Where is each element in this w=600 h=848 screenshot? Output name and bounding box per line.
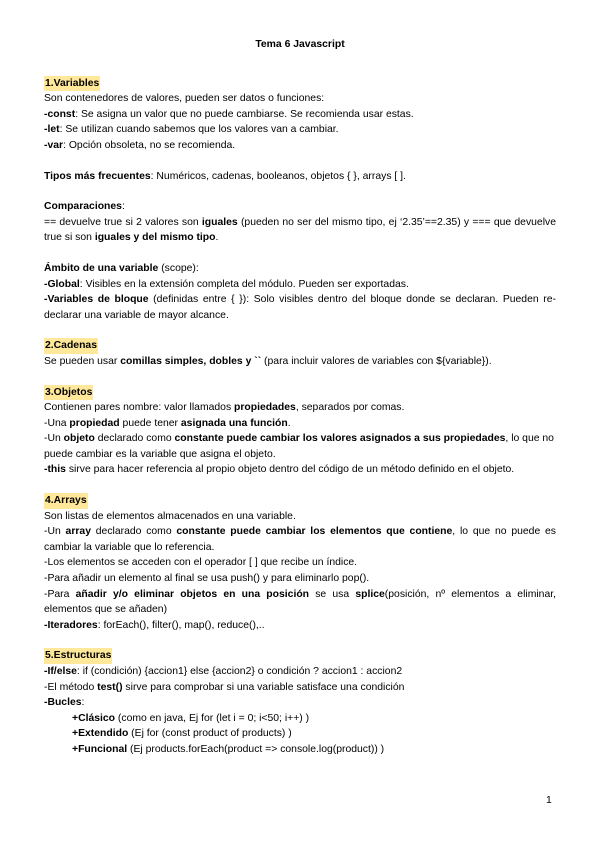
- bucle-clasico: +Clásico (como en java, Ej for (let i = 0; i<50; i++) ): [72, 712, 310, 724]
- arrays-line-6: -Iteradores: forEach(), filter(), map(), reduce(),..: [44, 619, 265, 631]
- keyword-const: -const: [44, 108, 76, 120]
- section-ambito: [44, 261, 556, 323]
- section-comparaciones: [44, 199, 556, 246]
- section-heading-arrays: 4.Arrays: [44, 493, 88, 509]
- objetos-line-1: Contienen pares nombre: valor llamados propiedades, separados por comas.: [44, 402, 405, 414]
- estructuras-line-2: -El método test() sirve para comprobar si una variable satisface una condición: [44, 681, 405, 693]
- section-heading-estructuras: 5.Estructuras: [44, 648, 112, 664]
- estructuras-line-3: -Bucles:: [44, 697, 85, 709]
- arrays-line-2: -Un array declarado como constante puede cambiar los elementos que contiene, lo que no puede es cambiar la variable que lo referencia.: [44, 526, 556, 553]
- variables-intro: Son contenedores de valores, pueden ser datos o funciones:: [44, 93, 325, 105]
- document-body: [44, 37, 556, 773]
- ambito-label: Ámbito de una variable (scope):: [44, 262, 199, 274]
- arrays-line-1: Son listas de elementos almacenados en una variable.: [44, 510, 296, 522]
- section-heading-cadenas: 2.Cadenas: [44, 338, 98, 354]
- cadenas-text: Se pueden usar comillas simples, dobles y `` (para incluir valores de variables con ${variable}).: [44, 355, 492, 367]
- section-arrays: [44, 493, 556, 633]
- objetos-line-2: -Una propiedad puede tener asignada una función.: [44, 417, 291, 429]
- section-tipos: [44, 169, 556, 185]
- page-number: 1: [546, 795, 552, 806]
- variables-let: -let: Se utilizan cuando sabemos que los valores van a cambiar.: [44, 124, 339, 136]
- variables-const: -const: Se asigna un valor que no puede cambiarse. Se recomienda usar estas.: [44, 108, 414, 120]
- bucle-extendido: +Extendido (Ej for (const product of products) ): [72, 728, 292, 740]
- keyword-var: -var: [44, 139, 64, 151]
- comparaciones-label: Comparaciones:: [44, 201, 125, 213]
- section-estructuras: [44, 648, 556, 757]
- objetos-line-3: -Un objeto declarado como constante puede cambiar los valores asignados a sus propiedades, lo que no puede cambiar es la variable que asigna el objeto.: [44, 433, 554, 460]
- variables-var: -var: Opción obsoleta, no se recomienda.: [44, 139, 236, 151]
- ambito-global: -Global: Visibles en la extensión completa del módulo. Pueden ser exportadas.: [44, 278, 409, 290]
- section-objetos: [44, 385, 556, 479]
- bucle-funcional: +Funcional (Ej products.forEach(product => console.log(product)) ): [72, 743, 385, 755]
- section-heading-objetos: 3.Objetos: [44, 385, 93, 401]
- arrays-line-5: -Para añadir y/o eliminar objetos en una posición se usa splice(posición, nº elementos a eliminar, elementos que se añaden): [44, 588, 556, 616]
- comparaciones-text: == devuelve true si 2 valores son iguales (pueden no ser del mismo tipo, ej ‘2.35’==2.35) y === que devuelve true si son iguales y del mismo tipo.: [44, 216, 556, 244]
- tipos-frecuentes: Tipos más frecuentes: Numéricos, cadenas, booleanos, objetos { }, arrays [ ].: [44, 170, 406, 182]
- document-title: Tema 6 Javascript: [255, 39, 345, 50]
- section-cadenas: [44, 338, 556, 369]
- arrays-line-4: -Para añadir un elemento al final se usa push() y para eliminarlo pop().: [44, 573, 370, 585]
- objetos-line-4: -this sirve para hacer referencia al propio objeto dentro del código de un método definido en el objeto.: [44, 464, 515, 476]
- ambito-bloque: -Variables de bloque (definidas entre { }): Solo visibles dentro del bloque donde se declaran. Pueden re-declarar una variable de mayor alcance.: [44, 294, 556, 321]
- section-heading-variables: 1.Variables: [44, 76, 100, 92]
- estructuras-line-1: -If/else: if (condición) {accion1} else {accion2} o condición ? accion1 : accion2: [44, 666, 403, 677]
- section-variables: [44, 76, 556, 154]
- arrays-line-3: -Los elementos se acceden con el operador [ ] que recibe un índice.: [44, 557, 358, 569]
- keyword-let: -let: [44, 124, 60, 136]
